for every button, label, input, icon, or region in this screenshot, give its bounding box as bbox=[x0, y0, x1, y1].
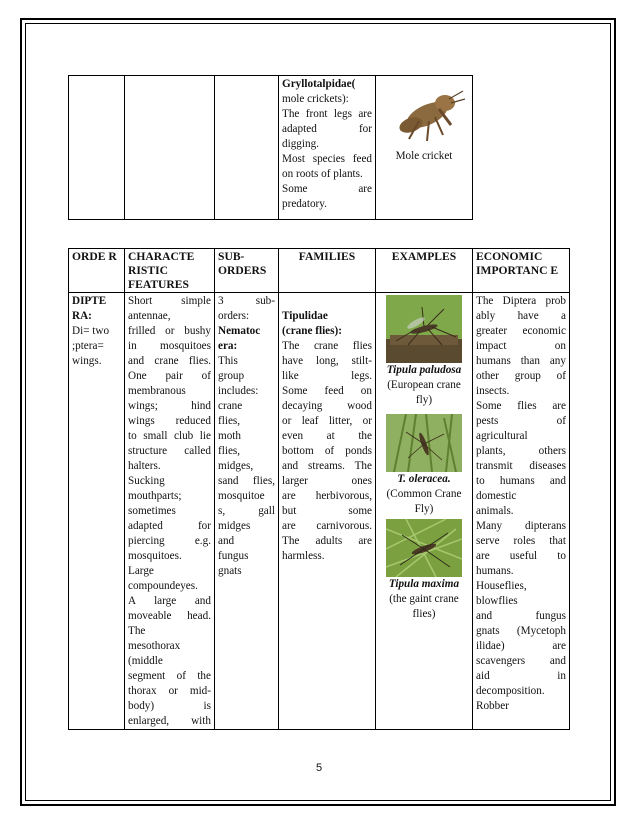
text-line: midges bbox=[218, 520, 251, 532]
family-name: Tipulidae bbox=[282, 310, 328, 322]
empty-cell bbox=[69, 76, 125, 220]
text-line: A large and bbox=[128, 595, 211, 607]
text-line: moveable head. bbox=[128, 610, 211, 622]
text-line: One pair of bbox=[128, 370, 211, 382]
text-line: wings reduced bbox=[128, 415, 211, 427]
text-line: and crane flies. bbox=[128, 355, 211, 367]
text-line: s, gall bbox=[218, 505, 275, 517]
header-examples: EXAMPLES bbox=[376, 249, 473, 293]
text-line: Houseflies, bbox=[476, 580, 527, 592]
text-line: and bbox=[218, 535, 235, 547]
family-text-line: digging. bbox=[282, 138, 319, 150]
text-line: insects. bbox=[476, 385, 510, 397]
suborder-name: Nematoc bbox=[218, 325, 261, 337]
text-line: mosquitoes. bbox=[128, 550, 182, 562]
text-line: Some feed on bbox=[282, 385, 372, 397]
text-line: gnats bbox=[218, 565, 242, 577]
text-line: ilidae) are bbox=[476, 640, 566, 652]
text-line: piercing e.g. bbox=[128, 535, 211, 547]
text-line: bottom of ponds bbox=[282, 445, 372, 457]
text-line: to humans and bbox=[476, 475, 566, 487]
mole-cricket-caption: Mole cricket bbox=[395, 150, 453, 162]
family-text-line: Most species feed bbox=[282, 153, 372, 165]
text-line: and streams. The bbox=[282, 460, 372, 472]
header-characteristics: CHARACTE RISTIC FEATURES bbox=[125, 249, 215, 293]
text-line: are useful to bbox=[476, 550, 566, 562]
family-name: Gryllotalpidae( bbox=[282, 78, 356, 90]
sub-orders-cell bbox=[215, 293, 279, 730]
text-line: mouthparts; bbox=[128, 490, 182, 502]
text-line: scavengers and bbox=[476, 655, 566, 667]
text-line: aid in bbox=[476, 670, 566, 682]
text-line: in mosquitoes bbox=[128, 340, 211, 352]
text-line: body) is bbox=[128, 700, 211, 712]
text-line: The crane flies bbox=[282, 340, 372, 352]
tipula-oleracea-image bbox=[386, 414, 462, 472]
text-line: structure called bbox=[128, 445, 211, 457]
text-line: blowflies bbox=[476, 595, 518, 607]
text-line: animals. bbox=[476, 505, 514, 517]
text-line: moth bbox=[218, 430, 241, 442]
continuation-table bbox=[68, 75, 570, 220]
tipula-maxima-image bbox=[386, 519, 462, 577]
example-name: T. oleracea. bbox=[397, 473, 451, 485]
family-common-name: mole crickets): bbox=[282, 93, 349, 105]
text-line: The bbox=[128, 625, 146, 637]
text-line: Sucking bbox=[128, 475, 165, 487]
family-cell-gryllotalpidae bbox=[279, 76, 376, 220]
order-text-line: wings. bbox=[72, 355, 102, 367]
text-line: (middle bbox=[128, 655, 163, 667]
text-line: includes: bbox=[218, 385, 259, 397]
text-line: sand flies, bbox=[218, 475, 275, 487]
text-line: gnats (Mycetoph bbox=[476, 625, 566, 637]
economic-cell bbox=[473, 293, 570, 730]
text-line: transmit diseases bbox=[476, 460, 566, 472]
text-line: Some flies are bbox=[476, 400, 566, 412]
text-line: like legs. bbox=[282, 370, 372, 382]
text-line: sometimes bbox=[128, 505, 176, 517]
text-line: antennae, bbox=[128, 310, 171, 322]
text-line: humans. bbox=[476, 565, 514, 577]
order-text-line: Di= two bbox=[72, 325, 110, 337]
order-name: DIPTE RA: bbox=[72, 295, 107, 322]
text-line: fungus bbox=[218, 550, 249, 562]
header-order: ORDE R bbox=[69, 249, 125, 293]
text-line: crane bbox=[218, 400, 243, 412]
text-line: or leaf litter, or bbox=[282, 415, 372, 427]
example-cell-mole-cricket bbox=[376, 76, 473, 220]
text-line: wings; hind bbox=[128, 400, 211, 412]
family-text-line: on roots of plants. bbox=[282, 168, 363, 180]
suborder-name: era: bbox=[218, 340, 238, 352]
text-line: halters. bbox=[128, 460, 161, 472]
family-text-line: The front legs are bbox=[282, 108, 372, 120]
page-number: 5 bbox=[315, 762, 323, 774]
example-desc: (European crane fly) bbox=[387, 379, 461, 406]
text-line: mosquitoe bbox=[218, 490, 265, 502]
examples-cell bbox=[376, 293, 473, 730]
text-line: have long, stilt- bbox=[282, 355, 372, 367]
order-text-line: ;ptera= bbox=[72, 340, 104, 352]
text-line: and fungus bbox=[476, 610, 566, 622]
text-line: to small club lie bbox=[128, 430, 211, 442]
text-line: flies, bbox=[218, 415, 241, 427]
family-text-line: Some are bbox=[282, 183, 372, 195]
text-line: This bbox=[218, 355, 238, 367]
text-line: decaying wood bbox=[282, 400, 372, 412]
text-line: domestic bbox=[476, 490, 517, 502]
suborder-intro-line: 3 sub- bbox=[218, 295, 275, 307]
families-cell bbox=[279, 293, 376, 730]
text-line: impact on bbox=[476, 340, 566, 352]
tipula-paludosa-image bbox=[386, 295, 462, 363]
text-line: segment of the bbox=[128, 670, 211, 682]
text-line: ably have a bbox=[476, 310, 566, 322]
text-line: Robber bbox=[476, 700, 509, 712]
text-line: group bbox=[218, 370, 245, 382]
text-line: enlarged, with bbox=[128, 715, 211, 727]
text-line: but some bbox=[282, 505, 372, 517]
diptera-table bbox=[68, 248, 570, 730]
text-line: other group of bbox=[476, 370, 566, 382]
text-line: The adults are bbox=[282, 535, 372, 547]
text-line: harmless. bbox=[282, 550, 325, 562]
text-line: are herbivorous, bbox=[282, 490, 372, 502]
family-text-line: adapted for bbox=[282, 123, 372, 135]
text-line: Large bbox=[128, 565, 154, 577]
text-line: Many dipterans bbox=[476, 520, 566, 532]
text-line: even at the bbox=[282, 430, 372, 442]
order-cell bbox=[69, 293, 125, 730]
text-line: membranous bbox=[128, 385, 186, 397]
example-name: Tipula maxima bbox=[388, 578, 460, 590]
characteristics-cell bbox=[125, 293, 215, 730]
text-line: serve roles that bbox=[476, 535, 566, 547]
text-line: are carnivorous. bbox=[282, 520, 372, 532]
text-line: thorax or mid- bbox=[128, 685, 211, 697]
text-line: decomposition. bbox=[476, 685, 545, 697]
text-line: adapted for bbox=[128, 520, 211, 532]
example-name: Tipula paludosa bbox=[386, 364, 462, 376]
text-line: midges, bbox=[218, 460, 254, 472]
text-line: Short simple bbox=[128, 295, 211, 307]
text-line: The Diptera prob bbox=[476, 295, 566, 307]
example-desc: (Common Crane Fly) bbox=[386, 488, 462, 515]
header-families: FAMILIES bbox=[279, 249, 376, 293]
text-line: flies, bbox=[218, 445, 241, 457]
text-line: humans than any bbox=[476, 355, 566, 367]
header-sub-orders: SUB- ORDERS bbox=[215, 249, 279, 293]
empty-cell bbox=[215, 76, 279, 220]
family-text-line: predatory. bbox=[282, 198, 327, 210]
family-common-name: (crane flies): bbox=[282, 325, 342, 337]
mole-cricket-image bbox=[379, 77, 469, 149]
header-economic: ECONOMIC IMPORTANC E bbox=[473, 249, 570, 293]
text-line: compoundeyes. bbox=[128, 580, 198, 592]
text-line: larger ones bbox=[282, 475, 372, 487]
text-line: greater economic bbox=[476, 325, 566, 337]
empty-cell bbox=[125, 76, 215, 220]
suborder-intro-line: orders: bbox=[218, 310, 250, 322]
example-desc: (the gaint crane flies) bbox=[389, 593, 459, 620]
text-line: mesothorax bbox=[128, 640, 181, 652]
text-line: frilled or bushy bbox=[128, 325, 211, 337]
text-line: agricultural bbox=[476, 430, 528, 442]
text-line: pests of bbox=[476, 415, 566, 427]
text-line: plants, others bbox=[476, 445, 566, 457]
